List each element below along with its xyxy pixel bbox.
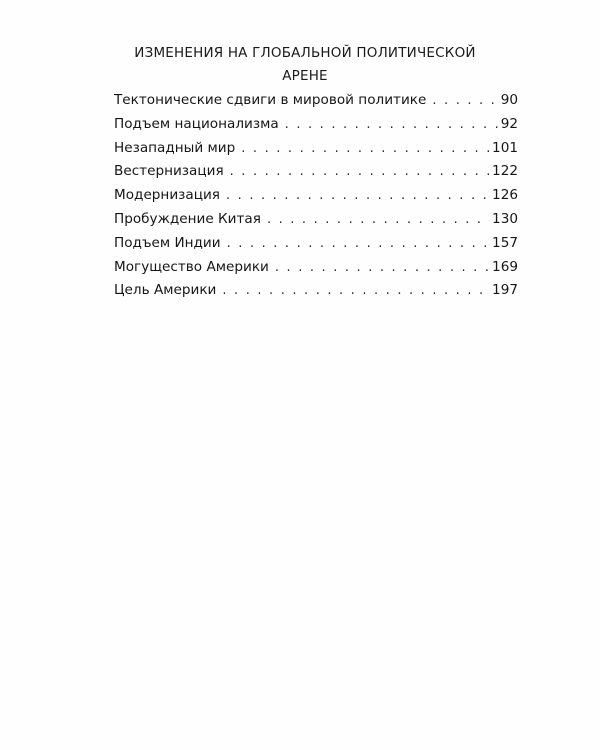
toc-entry-page-number: 122 <box>492 163 518 180</box>
section-heading-line-1: ИЗМЕНЕНИЯ НА ГЛОБАЛЬНОЙ ПОЛИТИЧЕСКОЙ <box>134 45 476 61</box>
toc-entry <box>114 187 518 211</box>
dot-leader <box>230 164 490 179</box>
dot-leader <box>275 260 490 275</box>
toc-entry <box>114 282 518 306</box>
toc-entry-page-number: 197 <box>492 282 518 299</box>
toc-entry-title: Могущество Америки <box>114 258 269 275</box>
toc-entry-page-number: 169 <box>492 258 518 275</box>
dot-leader <box>241 141 490 156</box>
toc-entry <box>114 211 518 235</box>
toc-entry-page-number: 92 <box>500 115 518 132</box>
dot-leader <box>267 212 490 227</box>
toc-entry-title: Модернизация <box>114 187 220 204</box>
dot-leader <box>226 188 490 203</box>
toc-entry-title: Пробуждение Китая <box>114 210 261 227</box>
toc-entry <box>114 259 518 283</box>
dot-leader <box>222 283 490 298</box>
toc-entry <box>114 116 518 140</box>
dot-leader <box>285 117 499 132</box>
toc-entry <box>114 140 518 164</box>
toc-entry <box>114 235 518 259</box>
toc-entry <box>114 92 518 116</box>
toc-entry-page-number: 101 <box>492 139 518 156</box>
toc-entry-title: Подъем Индии <box>114 234 221 251</box>
table-of-contents <box>114 92 518 306</box>
toc-entry-title: Незападный мир <box>114 139 236 156</box>
toc-entry-page-number: 130 <box>492 210 518 227</box>
toc-entry-page-number: 157 <box>492 234 518 251</box>
toc-entry-title: Вестернизация <box>114 163 224 180</box>
dot-leader <box>227 236 490 251</box>
toc-entry-title: Тектонические сдвиги в мировой политике <box>114 92 427 108</box>
section-heading <box>100 42 510 88</box>
section-heading-line-2: АРЕНЕ <box>282 68 328 84</box>
toc-entry-page-number: 126 <box>492 187 518 204</box>
toc-entry-title: Подъем национализма <box>114 115 279 132</box>
toc-entry-title: Цель Америки <box>114 282 217 299</box>
dot-leader <box>432 93 498 108</box>
toc-entry-page-number: 90 <box>500 92 518 108</box>
toc-entry <box>114 163 518 187</box>
